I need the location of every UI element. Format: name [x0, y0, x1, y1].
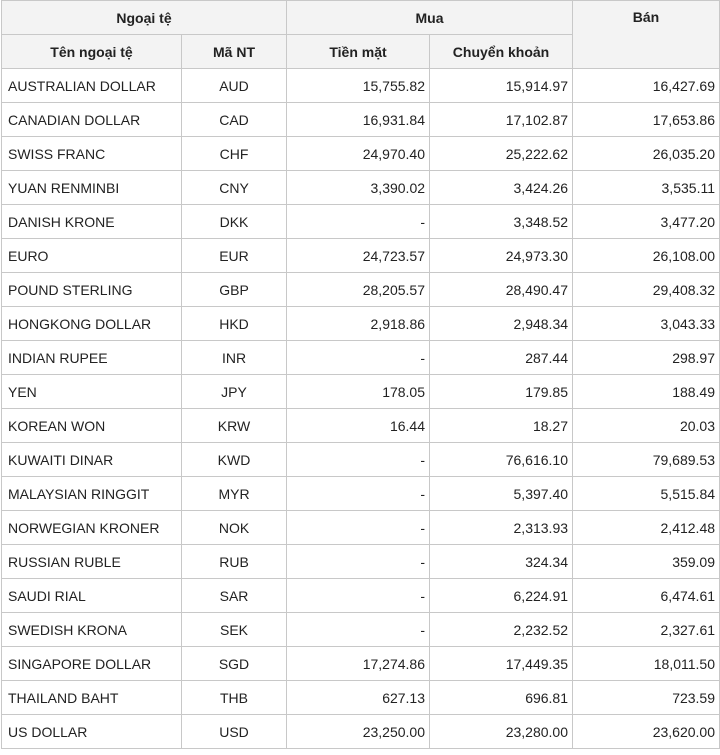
currency-name-cell: AUSTRALIAN DOLLAR [2, 69, 182, 103]
header-row-top [2, 1, 720, 35]
currency-name-cell: KOREAN WON [2, 409, 182, 443]
table-row [2, 273, 720, 307]
currency-name-cell: INDIAN RUPEE [2, 341, 182, 375]
sell-rate-cell: 29,408.32 [573, 273, 720, 307]
cash-buy-cell: 16.44 [287, 409, 430, 443]
sell-rate-cell: 3,535.11 [573, 171, 720, 205]
cash-buy-cell: 23,250.00 [287, 715, 430, 749]
rate-table-body [2, 69, 720, 749]
currency-name-cell: CANADIAN DOLLAR [2, 103, 182, 137]
table-row [2, 239, 720, 273]
table-row [2, 681, 720, 715]
sell-rate-cell: 2,327.61 [573, 613, 720, 647]
currency-name-cell: SWEDISH KRONA [2, 613, 182, 647]
cash-buy-cell: - [287, 205, 430, 239]
exchange-rate-table [1, 0, 720, 749]
cash-buy-cell: - [287, 443, 430, 477]
currency-name-cell: YEN [2, 375, 182, 409]
transfer-buy-cell: 25,222.62 [430, 137, 573, 171]
table-row [2, 69, 720, 103]
currency-code-cell: INR [182, 341, 287, 375]
currency-code-cell: SGD [182, 647, 287, 681]
table-row [2, 307, 720, 341]
sell-rate-cell: 18,011.50 [573, 647, 720, 681]
currency-name-cell: DANISH KRONE [2, 205, 182, 239]
cash-buy-cell: - [287, 579, 430, 613]
table-row [2, 545, 720, 579]
table-row [2, 477, 720, 511]
cash-buy-cell: - [287, 477, 430, 511]
transfer-buy-cell: 2,313.93 [430, 511, 573, 545]
transfer-buy-cell: 17,102.87 [430, 103, 573, 137]
currency-name-cell: KUWAITI DINAR [2, 443, 182, 477]
table-row [2, 443, 720, 477]
table-row [2, 409, 720, 443]
cash-buy-cell: 178.05 [287, 375, 430, 409]
currency-name-cell: THAILAND BAHT [2, 681, 182, 715]
cash-buy-cell: 24,723.57 [287, 239, 430, 273]
cash-buy-cell: 2,918.86 [287, 307, 430, 341]
currency-name-cell: EURO [2, 239, 182, 273]
sell-header: Bán [573, 1, 720, 69]
sell-rate-cell: 3,477.20 [573, 205, 720, 239]
transfer-buy-cell: 5,397.40 [430, 477, 573, 511]
currency-code-cell: RUB [182, 545, 287, 579]
table-row [2, 375, 720, 409]
foreign-currency-header: Ngoại tệ [2, 1, 287, 35]
currency-code-cell: AUD [182, 69, 287, 103]
transfer-buy-cell: 15,914.97 [430, 69, 573, 103]
transfer-buy-cell: 28,490.47 [430, 273, 573, 307]
currency-name-cell: RUSSIAN RUBLE [2, 545, 182, 579]
transfer-buy-cell: 6,224.91 [430, 579, 573, 613]
sell-rate-cell: 359.09 [573, 545, 720, 579]
table-row [2, 137, 720, 171]
transfer-buy-cell: 24,973.30 [430, 239, 573, 273]
sell-rate-cell: 26,108.00 [573, 239, 720, 273]
transfer-buy-cell: 179.85 [430, 375, 573, 409]
sell-rate-cell: 17,653.86 [573, 103, 720, 137]
sell-rate-cell: 188.49 [573, 375, 720, 409]
currency-code-cell: EUR [182, 239, 287, 273]
transfer-buy-cell: 3,348.52 [430, 205, 573, 239]
sell-rate-cell: 23,620.00 [573, 715, 720, 749]
cash-header: Tiền mặt [287, 35, 430, 69]
currency-code-cell: MYR [182, 477, 287, 511]
transfer-buy-cell: 23,280.00 [430, 715, 573, 749]
transfer-buy-cell: 18.27 [430, 409, 573, 443]
currency-code-cell: THB [182, 681, 287, 715]
cash-buy-cell: 16,931.84 [287, 103, 430, 137]
table-row [2, 171, 720, 205]
currency-code-cell: NOK [182, 511, 287, 545]
sell-rate-cell: 3,043.33 [573, 307, 720, 341]
currency-code-cell: CAD [182, 103, 287, 137]
currency-name-cell: US DOLLAR [2, 715, 182, 749]
transfer-buy-cell: 2,948.34 [430, 307, 573, 341]
table-row [2, 205, 720, 239]
currency-name-cell: SWISS FRANC [2, 137, 182, 171]
sell-rate-cell: 16,427.69 [573, 69, 720, 103]
currency-code-cell: GBP [182, 273, 287, 307]
currency-code-cell: DKK [182, 205, 287, 239]
sell-rate-cell: 2,412.48 [573, 511, 720, 545]
cash-buy-cell: 15,755.82 [287, 69, 430, 103]
transfer-buy-cell: 3,424.26 [430, 171, 573, 205]
cash-buy-cell: 28,205.57 [287, 273, 430, 307]
currency-name-cell: NORWEGIAN KRONER [2, 511, 182, 545]
cash-buy-cell: - [287, 511, 430, 545]
currency-code-cell: SEK [182, 613, 287, 647]
currency-code-cell: CHF [182, 137, 287, 171]
table-row [2, 341, 720, 375]
currency-code-cell: JPY [182, 375, 287, 409]
currency-name-cell: SAUDI RIAL [2, 579, 182, 613]
currency-code-cell: KRW [182, 409, 287, 443]
sell-rate-cell: 6,474.61 [573, 579, 720, 613]
cash-buy-cell: - [287, 613, 430, 647]
currency-code-cell: HKD [182, 307, 287, 341]
transfer-header: Chuyển khoản [430, 35, 573, 69]
sell-rate-cell: 26,035.20 [573, 137, 720, 171]
currency-code-header: Mã NT [182, 35, 287, 69]
transfer-buy-cell: 2,232.52 [430, 613, 573, 647]
transfer-buy-cell: 324.34 [430, 545, 573, 579]
table-row [2, 511, 720, 545]
currency-name-cell: MALAYSIAN RINGGIT [2, 477, 182, 511]
currency-code-cell: KWD [182, 443, 287, 477]
cash-buy-cell: 24,970.40 [287, 137, 430, 171]
table-row [2, 715, 720, 749]
currency-code-cell: SAR [182, 579, 287, 613]
cash-buy-cell: 17,274.86 [287, 647, 430, 681]
cash-buy-cell: - [287, 545, 430, 579]
transfer-buy-cell: 76,616.10 [430, 443, 573, 477]
sell-rate-cell: 298.97 [573, 341, 720, 375]
currency-name-cell: POUND STERLING [2, 273, 182, 307]
currency-name-cell: YUAN RENMINBI [2, 171, 182, 205]
sell-rate-cell: 723.59 [573, 681, 720, 715]
buy-header: Mua [287, 1, 573, 35]
sell-rate-cell: 5,515.84 [573, 477, 720, 511]
transfer-buy-cell: 287.44 [430, 341, 573, 375]
cash-buy-cell: 627.13 [287, 681, 430, 715]
table-row [2, 647, 720, 681]
currency-code-cell: CNY [182, 171, 287, 205]
sell-rate-cell: 79,689.53 [573, 443, 720, 477]
currency-name-header: Tên ngoại tệ [2, 35, 182, 69]
currency-name-cell: SINGAPORE DOLLAR [2, 647, 182, 681]
table-row [2, 613, 720, 647]
cash-buy-cell: - [287, 341, 430, 375]
currency-code-cell: USD [182, 715, 287, 749]
transfer-buy-cell: 696.81 [430, 681, 573, 715]
currency-name-cell: HONGKONG DOLLAR [2, 307, 182, 341]
table-row [2, 579, 720, 613]
cash-buy-cell: 3,390.02 [287, 171, 430, 205]
transfer-buy-cell: 17,449.35 [430, 647, 573, 681]
sell-rate-cell: 20.03 [573, 409, 720, 443]
table-row [2, 103, 720, 137]
